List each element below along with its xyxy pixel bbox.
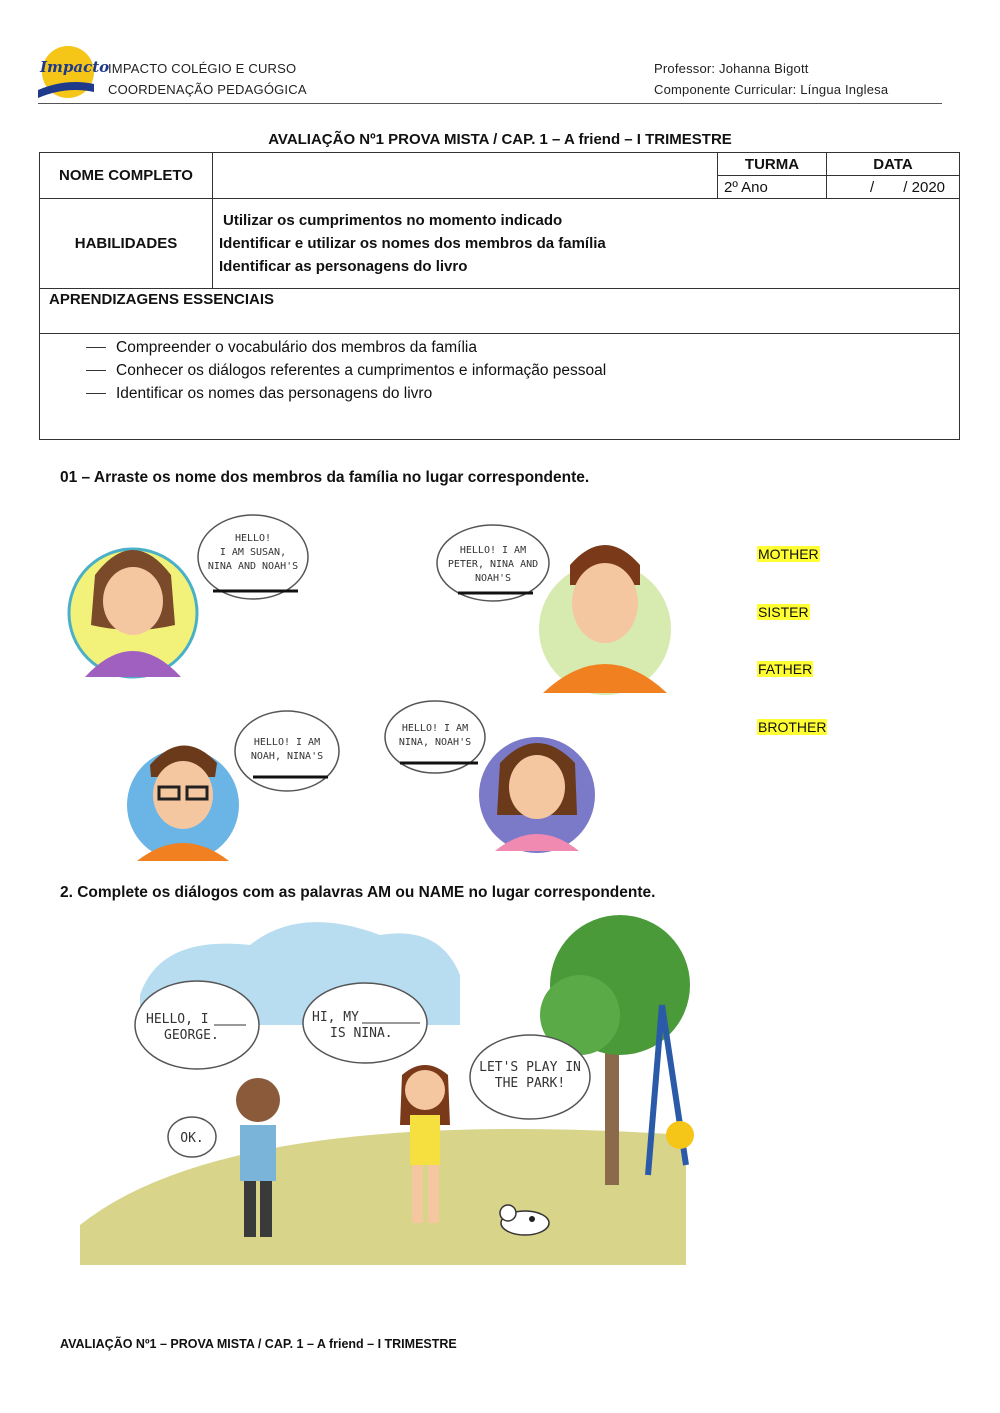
skills-list (213, 199, 960, 289)
word-brother[interactable]: BROTHER (758, 719, 827, 735)
page-title: AVALIAÇÃO Nº1 PROVA MISTA / CAP. 1 – A friend – I TRIMESTRE (268, 131, 732, 148)
svg-text:HELLO! I AM: HELLO! I AM (401, 723, 469, 734)
page-footer: AVALIAÇÃO Nº1 – PROVA MISTA / CAP. 1 – A friend – I TRIMESTRE (60, 1337, 457, 1351)
student-info-table (39, 152, 960, 440)
george-speech-bubble (135, 981, 259, 1069)
nina-speech-bubble (303, 983, 427, 1063)
subject-name: Componente Curricular: Língua Inglesa (654, 82, 889, 97)
peter-speech-bubble (437, 525, 549, 601)
nina-portrait (479, 737, 595, 853)
date-field[interactable]: / / 2020 (827, 176, 960, 199)
svg-text:HI, MY: HI, MY (312, 1010, 359, 1025)
svg-text:NOAH'S: NOAH'S (474, 573, 512, 584)
svg-text:HELLO! I AM: HELLO! I AM (253, 737, 321, 748)
header-divider (38, 103, 942, 104)
school-name: IMPACTO COLÉGIO E CURSO (108, 61, 297, 76)
word-mother[interactable]: MOTHER (758, 546, 819, 562)
svg-text:OK.: OK. (180, 1131, 204, 1146)
ok-speech-bubble (168, 1117, 216, 1157)
department: COORDENAÇÃO PEDAGÓGICA (108, 82, 307, 97)
svg-text:HELLO!: HELLO! (234, 533, 272, 544)
susan-speech-bubble (198, 515, 308, 599)
park-speech-bubble (470, 1035, 590, 1119)
family-illustration (55, 505, 655, 875)
peter-portrait (539, 545, 671, 695)
svg-text:I AM SUSAN,: I AM SUSAN, (219, 547, 287, 558)
skills-label: HABILIDADES (40, 199, 213, 289)
noah-speech-bubble (235, 711, 339, 791)
svg-text:Impacto: Impacto (40, 58, 110, 76)
tree-trunk (605, 1045, 619, 1185)
noah-portrait (127, 745, 239, 861)
essential-label: APRENDIZAGENS ESSENCIAIS (40, 289, 960, 334)
svg-text:HELLO! I AM: HELLO! I AM (459, 545, 527, 556)
essential-item: Compreender o vocabulário dos membros da família (46, 336, 953, 359)
essential-list (46, 336, 953, 405)
essential-item: Conhecer os diálogos referentes a cumprimentos e informação pessoal (46, 359, 953, 382)
svg-text:IS NINA.: IS NINA. (330, 1026, 393, 1041)
svg-text:NOAH, NINA'S: NOAH, NINA'S (250, 751, 324, 762)
date-label: DATA (827, 153, 960, 176)
skill-item: Identificar as personagens do livro (219, 258, 468, 275)
teacher-name: Professor: Johanna Bigott (654, 61, 809, 76)
class-value: 2º Ano (718, 176, 827, 199)
susan-portrait (69, 549, 197, 677)
svg-text:PETER, NINA AND: PETER, NINA AND (447, 559, 539, 570)
skill-item: Identificar e utilizar os nomes dos membros da família (219, 235, 606, 252)
svg-text:THE PARK!: THE PARK! (494, 1076, 566, 1091)
svg-text:LET'S PLAY IN: LET'S PLAY IN (479, 1060, 581, 1075)
svg-text:NINA AND NOAH'S: NINA AND NOAH'S (207, 561, 299, 572)
word-father[interactable]: FATHER (758, 661, 813, 677)
svg-text:GEORGE.: GEORGE. (164, 1028, 219, 1043)
name-label: NOME COMPLETO (40, 153, 213, 199)
name-field[interactable] (213, 153, 718, 199)
essential-cell (40, 334, 960, 440)
class-label: TURMA (718, 153, 827, 176)
school-logo (36, 42, 110, 104)
word-sister[interactable]: SISTER (758, 604, 809, 620)
nina-speech-bubble (385, 701, 485, 773)
essential-item: Identificar os nomes das personagens do livro (46, 382, 953, 405)
svg-text:HELLO, I: HELLO, I (146, 1012, 209, 1027)
question-2-prompt: 2. Complete os diálogos com as palavras AM ou NAME no lugar correspondente. (60, 884, 656, 901)
svg-text:NINA, NOAH'S: NINA, NOAH'S (398, 737, 472, 748)
question-1-prompt: 01 – Arraste os nome dos membros da família no lugar correspondente. (60, 469, 590, 486)
park-illustration (80, 905, 686, 1265)
skill-item: Utilizar os cumprimentos no momento indicado (223, 212, 563, 229)
